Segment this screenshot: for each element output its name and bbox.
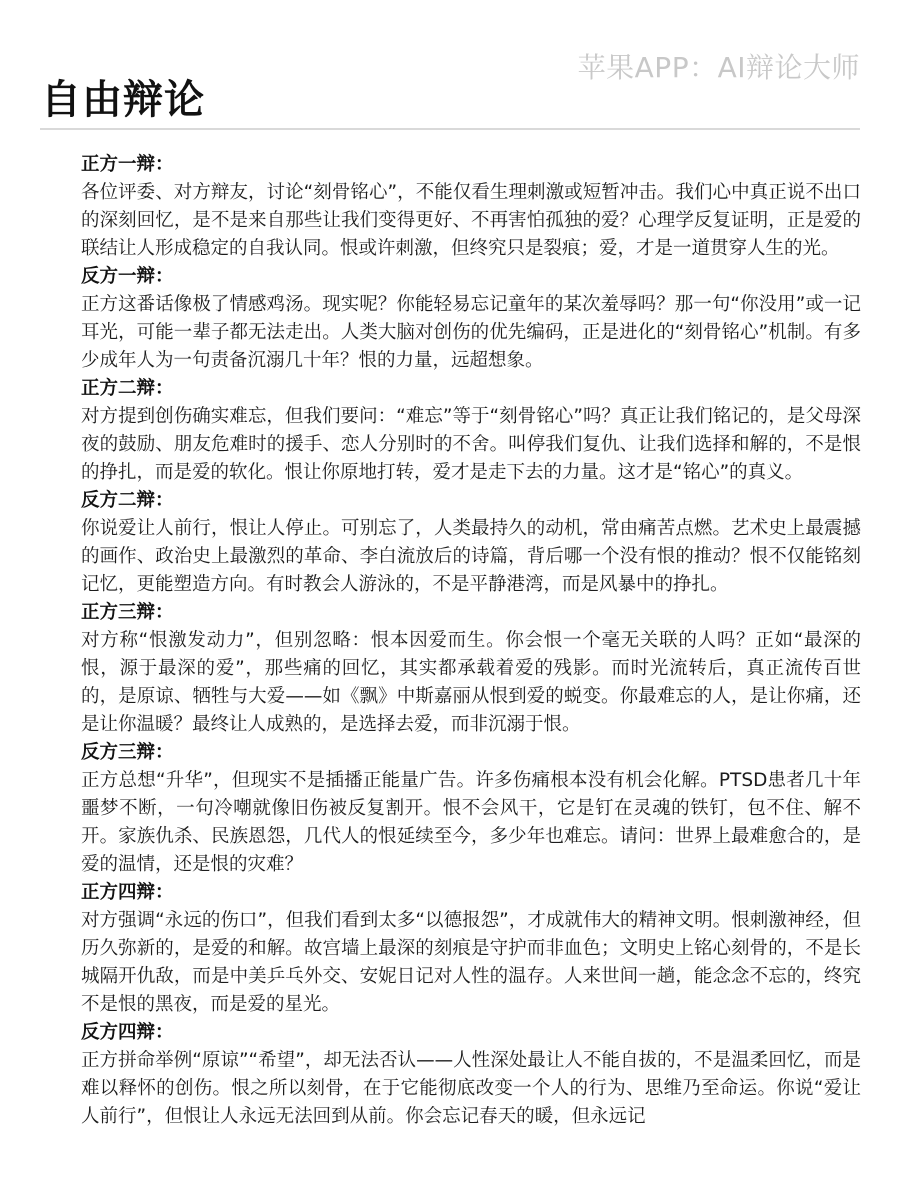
speech-text: 你说爱让人前行，恨让人停止。可别忘了，人类最持久的动机，常由痛苦点燃。艺术史上最震撼的画作、政治史上最激烈的革命、李白流放后的诗篇，背后哪一个没有恨的推动？恨不仅能铭刻记忆，更能塑造方向。有时教会人游泳的，不是平静港湾，而是风暴中的挣扎。 bbox=[81, 518, 861, 595]
speech-text: 正方这番话像极了情感鸡汤。现实呢？你能轻易忘记童年的某次羞辱吗？那一句“你没用”或一记耳光，可能一辈子都无法走出。人类大脑对创伤的优先编码，正是进化的“刻骨铭心”机制。有多少成年人为一句责备沉溺几十年？恨的力量，远超想象。 bbox=[81, 294, 861, 371]
debate-turn bbox=[81, 263, 861, 375]
speech-text: 对方强调“永远的伤口”，但我们看到太多“以德报怨”，才成就伟大的精神文明。恨刺激神经，但历久弥新的，是爱的和解。故宫墙上最深的刻痕是守护而非血色；文明史上铭心刻骨的，不是长城隔开仇敌，而是中美乒乓外交、安妮日记对人性的温存。人来世间一趟，能念念不忘的，终究不是恨的黑夜，而是爱的星光。 bbox=[81, 910, 861, 1015]
debate-turn bbox=[81, 599, 861, 739]
watermark-text: 苹果APP：AI辩论大师 bbox=[577, 51, 860, 84]
debate-turn bbox=[81, 375, 861, 487]
speaker-label: 反方一辩： bbox=[81, 266, 174, 287]
debate-transcript bbox=[81, 151, 861, 1131]
speaker-label: 反方四辩： bbox=[81, 1022, 174, 1043]
debate-turn bbox=[81, 1019, 861, 1131]
title-divider bbox=[40, 128, 860, 130]
debate-turn bbox=[81, 879, 861, 1019]
debate-turn bbox=[81, 487, 861, 599]
speaker-label: 正方二辩： bbox=[81, 378, 174, 399]
speech-text: 各位评委、对方辩友，讨论“刻骨铭心”，不能仅看生理刺激或短暂冲击。我们心中真正说不出口的深刻回忆，是不是来自那些让我们变得更好、不再害怕孤独的爱？心理学反复证明，正是爱的联结让人形成稳定的自我认同。恨或许刺激，但终究只是裂痕；爱，才是一道贯穿人生的光。 bbox=[81, 182, 861, 259]
debate-turn bbox=[81, 739, 861, 879]
speaker-label: 正方三辩： bbox=[81, 602, 174, 623]
debate-turn bbox=[81, 151, 861, 263]
speaker-label: 正方一辩： bbox=[81, 154, 174, 175]
speaker-label: 反方二辩： bbox=[81, 490, 174, 511]
speech-text: 对方称“恨激发动力”，但别忽略：恨本因爱而生。你会恨一个毫无关联的人吗？正如“最深的恨，源于最深的爱”，那些痛的回忆，其实都承载着爱的残影。而时光流转后，真正流传百世的，是原谅、牺牲与大爱——如《飘》中斯嘉丽从恨到爱的蜕变。你最难忘的人，是让你痛，还是让你温暖？最终让人成熟的，是选择去爱，而非沉溺于恨。 bbox=[81, 630, 861, 735]
speech-text: 正方总想“升华”，但现实不是插播正能量广告。许多伤痛根本没有机会化解。PTSD患者几十年噩梦不断，一句冷嘲就像旧伤被反复割开。恨不会风干，它是钉在灵魂的铁钉，包不住、解不开。家族仇杀、民族恩怨，几代人的恨延续至今，多少年也难忘。请问：世界上最难愈合的，是爱的温情，还是恨的灾难？ bbox=[81, 770, 861, 875]
page-title: 自由辩论 bbox=[41, 77, 205, 123]
speech-text: 正方拼命举例“原谅”“希望”，却无法否认——人性深处最让人不能自拔的，不是温柔回忆，而是难以释怀的创伤。恨之所以刻骨，在于它能彻底改变一个人的行为、思维乃至命运。你说“爱让人前行”，但恨让人永远无法回到从前。你会忘记春天的暖，但永远记 bbox=[81, 1050, 861, 1127]
speaker-label: 反方三辩： bbox=[81, 742, 174, 763]
speech-text: 对方提到创伤确实难忘，但我们要问：“难忘”等于“刻骨铭心”吗？真正让我们铭记的，是父母深夜的鼓励、朋友危难时的援手、恋人分别时的不舍。叫停我们复仇、让我们选择和解的，不是恨的挣扎，而是爱的软化。恨让你原地打转，爱才是走下去的力量。这才是“铭心”的真义。 bbox=[81, 406, 861, 483]
speaker-label: 正方四辩： bbox=[81, 882, 174, 903]
